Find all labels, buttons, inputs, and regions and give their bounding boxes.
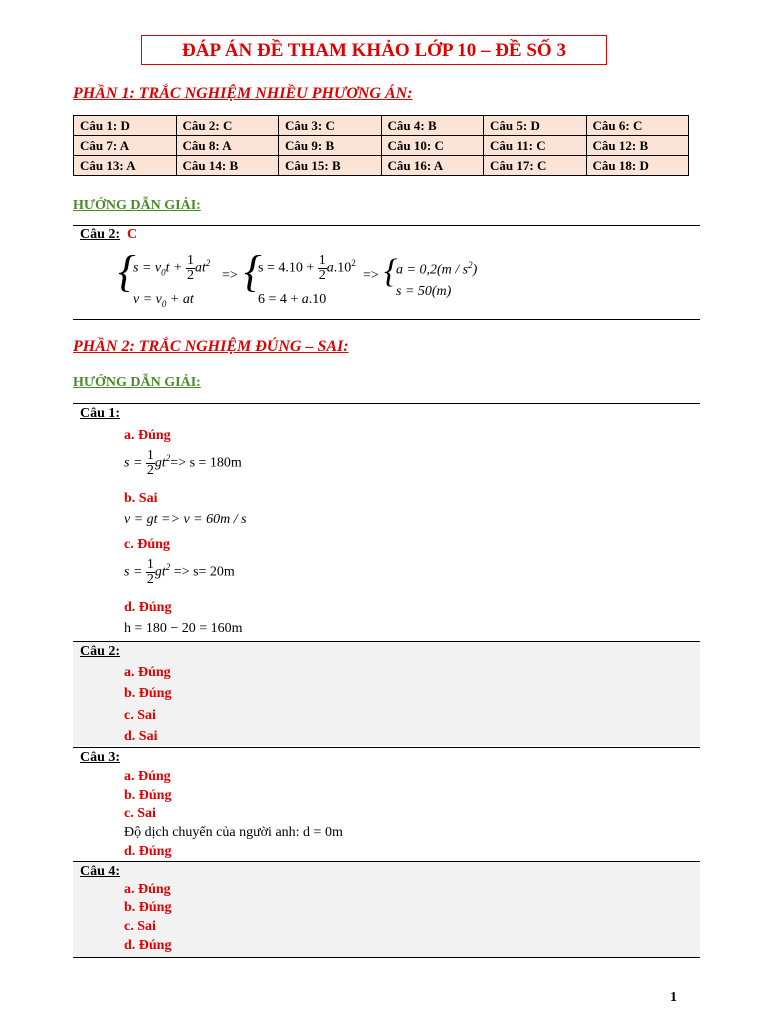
answer-cell: Câu 16: A (381, 156, 484, 176)
answer-cell: Câu 13: A (74, 156, 177, 176)
q1-b: b. Sai (124, 491, 158, 506)
q1-b-work: v = gt => v = 60m / s (124, 512, 247, 527)
q3-d: d. Đúng (124, 844, 172, 859)
answer-cell: Câu 17: C (484, 156, 587, 176)
part2-guide-label: HƯỚNG DẪN GIẢI: (73, 375, 201, 390)
q3-b: b. Đúng (124, 788, 172, 803)
divider (73, 861, 700, 862)
q2-c: c. Sai (124, 708, 156, 723)
q2-label: Câu 2: (80, 227, 121, 242)
q4-d: d. Đúng (124, 938, 172, 953)
answer-cell: Câu 4: B (381, 116, 484, 136)
page-number: 1 (670, 990, 677, 1005)
answer-cell: Câu 10: C (381, 136, 484, 156)
q3-c: c. Sai (124, 806, 156, 821)
q3-label: Câu 3: (80, 750, 121, 765)
q1-d-work: h = 180 − 20 = 160m (124, 621, 243, 636)
answer-cell: Câu 9: B (279, 136, 382, 156)
divider (73, 225, 700, 226)
q3-note: Độ dịch chuyển của người anh: d = 0m (124, 825, 343, 840)
divider (73, 957, 700, 958)
answer-cell: Câu 6: C (586, 116, 689, 136)
q1-a-result: => s = 180m (170, 455, 242, 471)
q1-label: Câu 1: (80, 406, 121, 421)
q4-b: b. Đúng (124, 900, 172, 915)
q1-c-work: s = $\frac{1}{2}$ $gt^2 => s= 20m$ (124, 557, 235, 587)
table-row (74, 136, 689, 156)
kinematics-equation: { $s = v_0t$ + $\frac{1}{2}$ $at^2$ $v = v_0$ + at => { s = 4.10 + $\frac{1}{2}$ $a.10^2$ 6 = 4 + a.10 => { $a = 0,2(m / s^2)$ s = 50(m) (118, 247, 478, 309)
q2-answer: C (127, 227, 138, 242)
answer-cell: Câu 14: B (176, 156, 279, 176)
q2-b: b. Đúng (124, 686, 172, 701)
q1-c: c. Đúng (124, 537, 170, 552)
divider (73, 747, 700, 748)
answer-table (73, 115, 689, 176)
q3-a: a. Đúng (124, 769, 171, 784)
answer-cell: Câu 15: B (279, 156, 382, 176)
table-row (74, 156, 689, 176)
q4-a: a. Đúng (124, 882, 171, 897)
part2-heading: PHẦN 2: TRẮC NGHIỆM ĐÚNG – SAI: (73, 338, 349, 355)
answer-cell: Câu 2: C (176, 116, 279, 136)
table-row (74, 116, 689, 136)
q1-c-result: => s= 20m (170, 564, 235, 580)
divider (73, 403, 700, 404)
q4-c: c. Sai (124, 919, 156, 934)
divider (73, 641, 700, 642)
answer-cell: Câu 3: C (279, 116, 382, 136)
answer-cell: Câu 11: C (484, 136, 587, 156)
q2-tf-label: Câu 2: (80, 644, 121, 659)
part1-heading: PHẦN 1: TRẮC NGHIỆM NHIỀU PHƯƠNG ÁN: (73, 85, 413, 102)
part1-guide-label: HƯỚNG DẪN GIẢI: (73, 198, 201, 213)
answer-cell: Câu 5: D (484, 116, 587, 136)
answer-cell: Câu 12: B (586, 136, 689, 156)
answer-cell: Câu 7: A (74, 136, 177, 156)
q1-a-work: s = $\frac{1}{2}$ $gt^2=> s = 180m$ (124, 448, 242, 478)
q1-d: d. Đúng (124, 600, 172, 615)
document-title: ĐÁP ÁN ĐỀ THAM KHẢO LỚP 10 – ĐỀ SỐ 3 (141, 35, 607, 65)
answer-cell: Câu 18: D (586, 156, 689, 176)
q4-label: Câu 4: (80, 864, 121, 879)
q2-heading (80, 227, 120, 243)
answer-cell: Câu 1: D (74, 116, 177, 136)
q2-a: a. Đúng (124, 665, 171, 680)
q2-d: d. Sai (124, 729, 158, 744)
answer-cell: Câu 8: A (176, 136, 279, 156)
divider (73, 319, 700, 320)
q1-a: a. Đúng (124, 428, 171, 443)
